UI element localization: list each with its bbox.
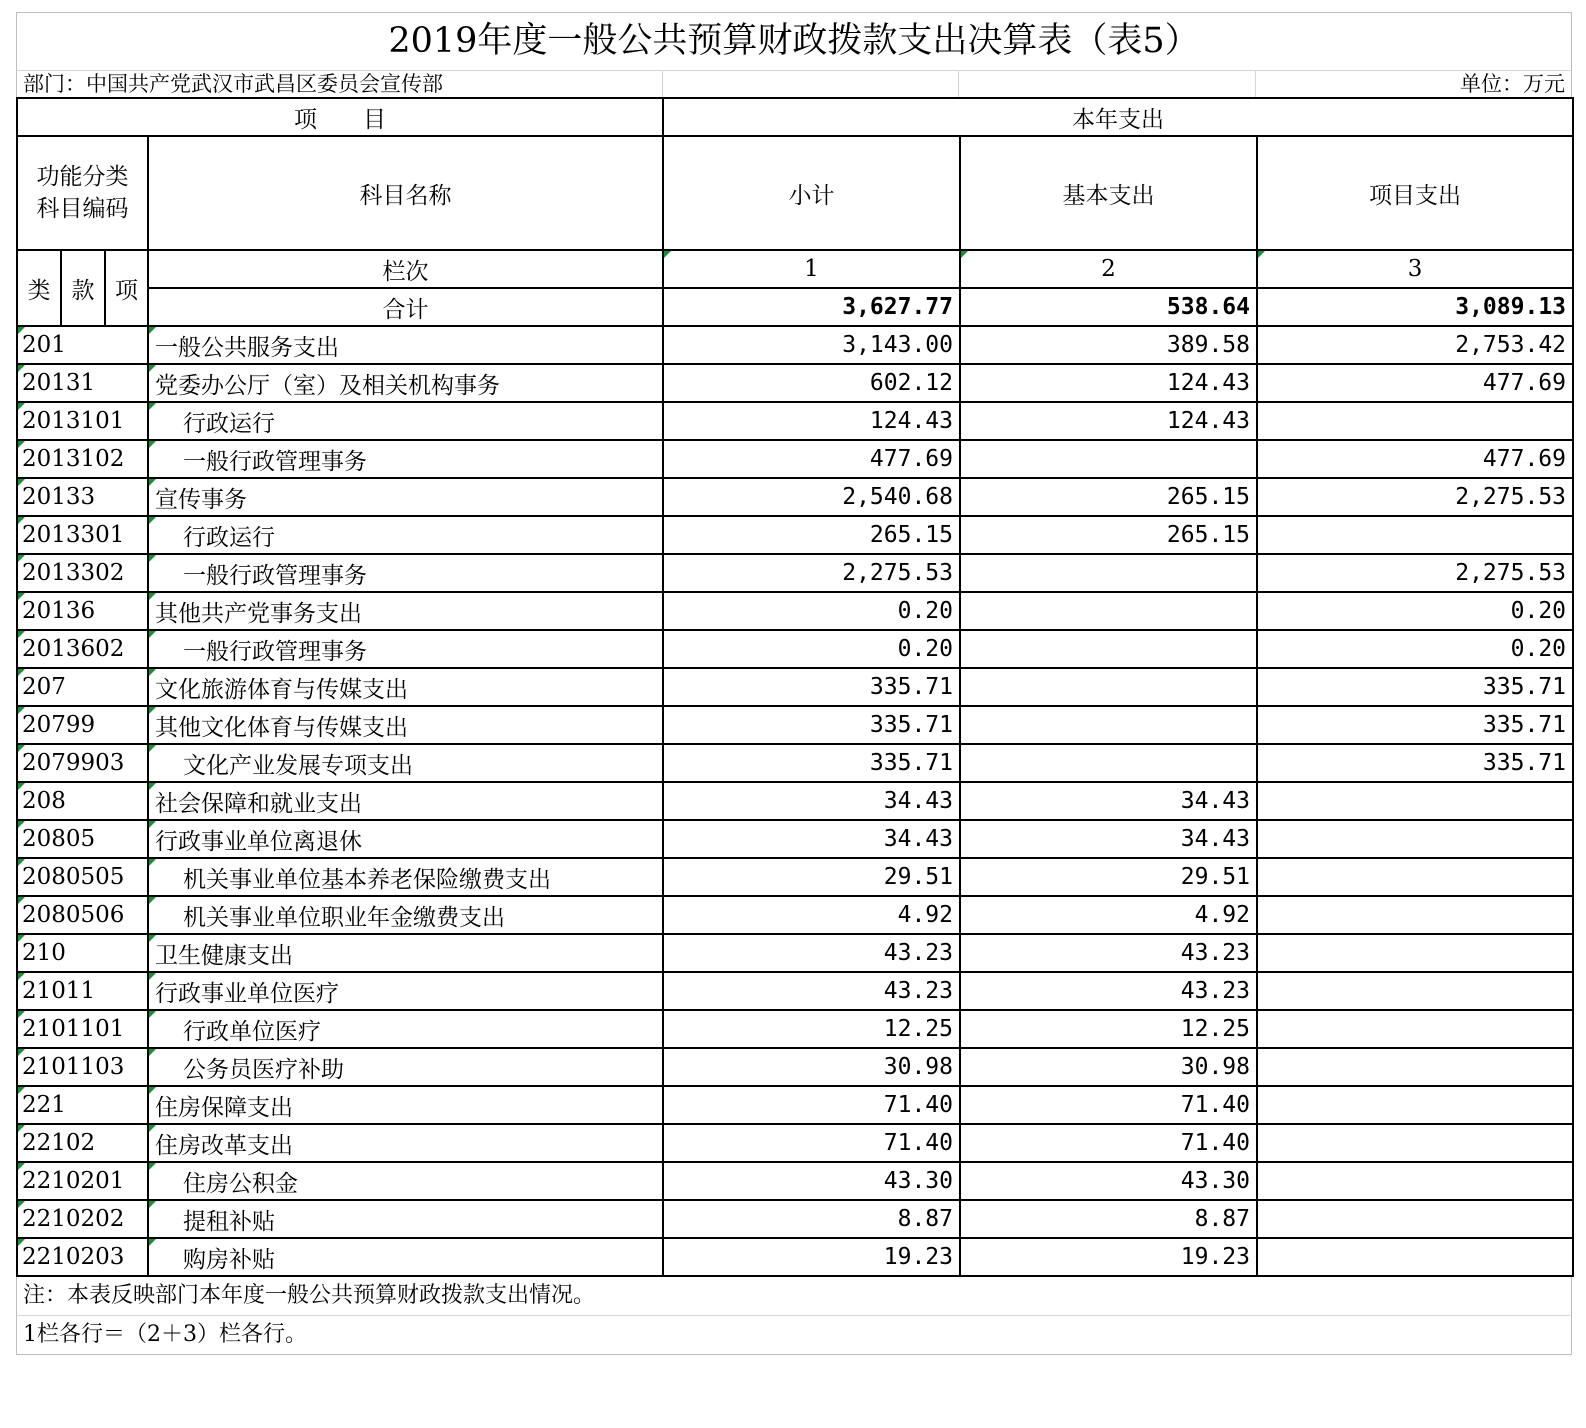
row-name: 行政单位医疗 [148,1010,663,1048]
row-name: 购房补贴 [148,1238,663,1276]
gridline [1255,71,1256,97]
row-name: 文化产业发展专项支出 [148,744,663,782]
func-code-line2: 科目编码 [36,196,129,222]
table-row [17,820,1573,858]
row-code: 210 [17,934,148,972]
row-name: 住房保障支出 [148,1086,663,1124]
row-code: 20133 [17,478,148,516]
row-name: 住房改革支出 [148,1124,663,1162]
row-project [1257,1010,1573,1048]
row-name: 一般行政管理事务 [148,630,663,668]
table-row [17,1124,1573,1162]
row-project: 0.20 [1257,592,1573,630]
row-name: 党委办公厅（室）及相关机构事务 [148,364,663,402]
row-code: 20805 [17,820,148,858]
row-project [1257,402,1573,440]
row-basic [960,440,1257,478]
row-project [1257,1200,1573,1238]
row-project: 335.71 [1257,668,1573,706]
report-sheet [16,12,1572,1355]
row-project [1257,1162,1573,1200]
header-xiang: 项 [105,250,148,326]
header-column-index: 栏次 [148,250,663,288]
header-col1: 1 [663,250,960,288]
row-basic: 12.25 [960,1010,1257,1048]
header-subject-name: 科目名称 [148,136,663,250]
row-name: 住房公积金 [148,1162,663,1200]
row-name: 宣传事务 [148,478,663,516]
row-code: 208 [17,782,148,820]
row-project: 477.69 [1257,440,1573,478]
row-basic [960,592,1257,630]
row-subtotal: 34.43 [663,782,960,820]
table-row [17,1086,1573,1124]
row-code: 2013102 [17,440,148,478]
row-code: 2080505 [17,858,148,896]
row-project [1257,1048,1573,1086]
row-basic [960,706,1257,744]
meta-row [16,70,1572,97]
header-current-year: 本年支出 [663,98,1573,136]
table-row [17,592,1573,630]
row-project: 477.69 [1257,364,1573,402]
row-code: 2101103 [17,1048,148,1086]
row-project: 2,753.42 [1257,326,1573,364]
row-project [1257,820,1573,858]
row-subtotal: 335.71 [663,668,960,706]
row-code: 2080506 [17,896,148,934]
row-project [1257,934,1573,972]
row-code: 21011 [17,972,148,1010]
row-subtotal: 0.20 [663,592,960,630]
row-basic: 124.43 [960,402,1257,440]
row-project: 2,275.53 [1257,554,1573,592]
row-name: 行政运行 [148,402,663,440]
row-code: 20136 [17,592,148,630]
row-basic: 43.23 [960,934,1257,972]
row-name: 提租补贴 [148,1200,663,1238]
row-code: 2079903 [17,744,148,782]
row-subtotal: 71.40 [663,1124,960,1162]
table-row [17,782,1573,820]
row-subtotal: 30.98 [663,1048,960,1086]
row-basic: 71.40 [960,1124,1257,1162]
func-code-line1: 功能分类 [36,164,129,190]
row-project: 2,275.53 [1257,478,1573,516]
row-project [1257,782,1573,820]
table-row [17,402,1573,440]
row-subtotal: 0.20 [663,630,960,668]
row-code: 221 [17,1086,148,1124]
expenditure-table [16,97,1574,1277]
row-name: 社会保障和就业支出 [148,782,663,820]
row-basic: 265.15 [960,516,1257,554]
row-basic: 34.43 [960,782,1257,820]
row-basic [960,554,1257,592]
row-subtotal: 602.12 [663,364,960,402]
table-row [17,668,1573,706]
table-row [17,934,1573,972]
row-basic: 4.92 [960,896,1257,934]
table-row [17,1238,1573,1276]
row-name: 公务员医疗补助 [148,1048,663,1086]
row-code: 2013302 [17,554,148,592]
header-subtotal: 小计 [663,136,960,250]
row-subtotal: 43.23 [663,934,960,972]
row-subtotal: 43.23 [663,972,960,1010]
row-subtotal: 3,143.00 [663,326,960,364]
table-row [17,516,1573,554]
table-row [17,1010,1573,1048]
header-kuan: 款 [61,250,105,326]
row-name: 行政运行 [148,516,663,554]
row-basic: 389.58 [960,326,1257,364]
row-subtotal: 2,540.68 [663,478,960,516]
table-row [17,1048,1573,1086]
table-row [17,896,1573,934]
row-name: 行政事业单位医疗 [148,972,663,1010]
row-code: 201 [17,326,148,364]
row-subtotal: 335.71 [663,744,960,782]
row-subtotal: 19.23 [663,1238,960,1276]
table-row [17,364,1573,402]
row-name: 其他文化体育与传媒支出 [148,706,663,744]
total-project: 3,089.13 [1257,288,1573,326]
row-code: 2101101 [17,1010,148,1048]
row-project [1257,972,1573,1010]
table-row [17,1162,1573,1200]
total-row [17,288,1573,326]
row-code: 22102 [17,1124,148,1162]
row-basic: 19.23 [960,1238,1257,1276]
total-subtotal: 3,627.77 [663,288,960,326]
row-code: 2013101 [17,402,148,440]
row-project [1257,1238,1573,1276]
row-name: 行政事业单位离退休 [148,820,663,858]
row-subtotal: 8.87 [663,1200,960,1238]
table-row [17,440,1573,478]
row-name: 卫生健康支出 [148,934,663,972]
row-code: 2210203 [17,1238,148,1276]
row-project [1257,1086,1573,1124]
department-label: 部门：中国共产党武汉市武昌区委员会宣传部 [23,72,443,96]
row-name: 其他共产党事务支出 [148,592,663,630]
note-line-1: 注：本表反映部门本年度一般公共预算财政拨款支出情况。 [16,1277,1572,1316]
row-subtotal: 71.40 [663,1086,960,1124]
row-code: 2013301 [17,516,148,554]
header-row-3 [17,250,1573,288]
total-label: 合计 [148,288,663,326]
row-basic: 71.40 [960,1086,1257,1124]
row-basic [960,668,1257,706]
row-basic: 124.43 [960,364,1257,402]
row-code: 2210202 [17,1200,148,1238]
row-project: 335.71 [1257,744,1573,782]
row-name: 机关事业单位职业年金缴费支出 [148,896,663,934]
gridline [958,71,959,97]
row-basic: 43.23 [960,972,1257,1010]
row-project [1257,896,1573,934]
row-code: 207 [17,668,148,706]
row-project: 0.20 [1257,630,1573,668]
table-row [17,326,1573,364]
row-subtotal: 477.69 [663,440,960,478]
row-basic [960,630,1257,668]
table-row [17,478,1573,516]
table-row [17,630,1573,668]
row-basic [960,744,1257,782]
note-line-2: 1栏各行＝（2＋3）栏各行。 [16,1316,1572,1355]
row-subtotal: 12.25 [663,1010,960,1048]
unit-label: 单位：万元 [1460,72,1565,96]
row-basic: 34.43 [960,820,1257,858]
row-subtotal: 34.43 [663,820,960,858]
gridline [662,71,663,97]
row-subtotal: 335.71 [663,706,960,744]
header-lei: 类 [17,250,61,326]
row-code: 2210201 [17,1162,148,1200]
total-basic: 538.64 [960,288,1257,326]
row-name: 机关事业单位基本养老保险缴费支出 [148,858,663,896]
row-basic: 30.98 [960,1048,1257,1086]
header-project: 项目支出 [1257,136,1573,250]
row-subtotal: 4.92 [663,896,960,934]
header-row-2 [17,136,1573,250]
row-subtotal: 265.15 [663,516,960,554]
row-name: 一般公共服务支出 [148,326,663,364]
row-name: 文化旅游体育与传媒支出 [148,668,663,706]
header-col2: 2 [960,250,1257,288]
table-row [17,972,1573,1010]
table-row [17,1200,1573,1238]
row-code: 2013602 [17,630,148,668]
row-basic: 29.51 [960,858,1257,896]
table-row [17,744,1573,782]
header-basic: 基本支出 [960,136,1257,250]
header-row-1 [17,98,1573,136]
row-project [1257,858,1573,896]
row-code: 20799 [17,706,148,744]
row-name: 一般行政管理事务 [148,554,663,592]
row-code: 20131 [17,364,148,402]
row-basic: 43.30 [960,1162,1257,1200]
row-name: 一般行政管理事务 [148,440,663,478]
row-subtotal: 29.51 [663,858,960,896]
row-basic: 8.87 [960,1200,1257,1238]
row-project [1257,1124,1573,1162]
row-subtotal: 124.43 [663,402,960,440]
table-row [17,554,1573,592]
row-basic: 265.15 [960,478,1257,516]
row-subtotal: 43.30 [663,1162,960,1200]
table-row [17,858,1573,896]
row-project [1257,516,1573,554]
header-func-code [17,136,148,250]
row-project: 335.71 [1257,706,1573,744]
row-subtotal: 2,275.53 [663,554,960,592]
page-title: 2019年度一般公共预算财政拨款支出决算表（表5） [16,12,1572,70]
header-item: 项 目 [17,98,663,136]
table-row [17,706,1573,744]
header-col3: 3 [1257,250,1573,288]
